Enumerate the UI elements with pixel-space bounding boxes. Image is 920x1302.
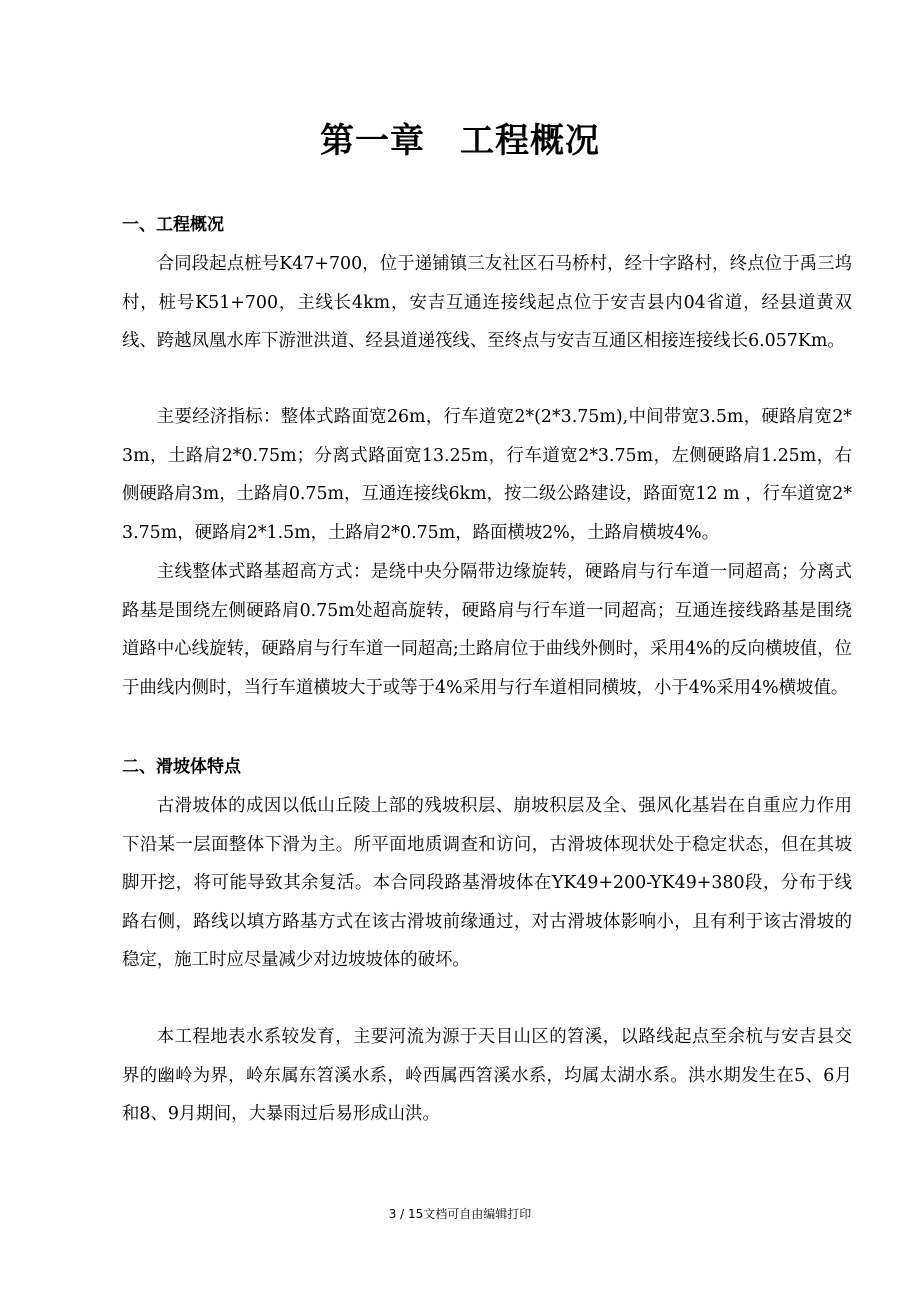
paragraph-water-system: 本工程地表水系较发育，主要河流为源于天目山区的笤溪，以路线起点至余杭与安吉县交界的幽岭为界，岭东属东笤溪水系，岭西属西笤溪水系，均属太湖水系。洪水期发生在5、6月和8、9月期间，大暴雨过后易形成山洪。 bbox=[122, 1027, 852, 1124]
chapter-title: 第一章 工程概况 bbox=[320, 121, 600, 161]
section-heading-overview: 一、工程概况 bbox=[122, 215, 224, 235]
page-footer: 3 / 15文档可自由编辑打印 bbox=[388, 1207, 532, 1221]
paragraph-superelevation: 主线整体式路基超高方式：是绕中央分隔带边缘旋转，硬路肩与行车道一同超高；分离式路基是围绕左侧硬路肩0.75m处超高旋转，硬路肩与行车道一同超高；互通连接线路基是围绕道路中心线旋转，硬路肩与行车道一同超高;土路肩位于曲线外侧时，采用4%的反向横坡值，位于曲线内侧时，当行车道横坡大于或等于4%采用与行车道相同横坡，小于4%采用4%横坡值。 bbox=[122, 562, 852, 698]
section-heading-landslide: 二、滑坡体特点 bbox=[122, 757, 241, 777]
paragraph-economic-indicators: 主要经济指标：整体式路面宽26m，行车道宽2*(2*3.75m),中间带宽3.5m，硬路肩宽2*3m，土路肩2*0.75m；分离式路面宽13.25m，行车道宽2*3.75m，左侧硬路肩1.25m，右侧硬路肩3m，土路肩0.75m，互通连接线6km，按二级公路建设，路面宽12 m ，行车道宽2*3.75m，硬路肩2*1.5m，土路肩2*0.75m，路面横坡2%，土路肩横坡4%。 bbox=[122, 407, 852, 543]
paragraph-project-location: 合同段起点桩号K47+700，位于递铺镇三友社区石马桥村，经十字路村，终点位于禹三坞村，桩号K51+700，主线长4km，安吉互通连接线起点位于安吉县内04省道，经县道黄双线、跨越凤凰水库下游泄洪道、经县道递筏线、至终点与安吉互通区相接连接线长6.057Km。 bbox=[122, 254, 852, 351]
paragraph-landslide-features: 古滑坡体的成因以低山丘陵上部的残坡积层、崩坡积层及全、强风化基岩在自重应力作用下沿某一层面整体下滑为主。所平面地质调查和访问，古滑坡体现状处于稳定状态，但在其坡脚开挖，将可能导致其余复活。本合同段路基滑坡体在YK49+200-YK49+380段，分布于线路右侧，路线以填方路基方式在该古滑坡前缘通过，对古滑坡体影响小，且有利于该古滑坡的稳定，施工时应尽量减少对边坡坡体的破坏。 bbox=[122, 796, 852, 970]
